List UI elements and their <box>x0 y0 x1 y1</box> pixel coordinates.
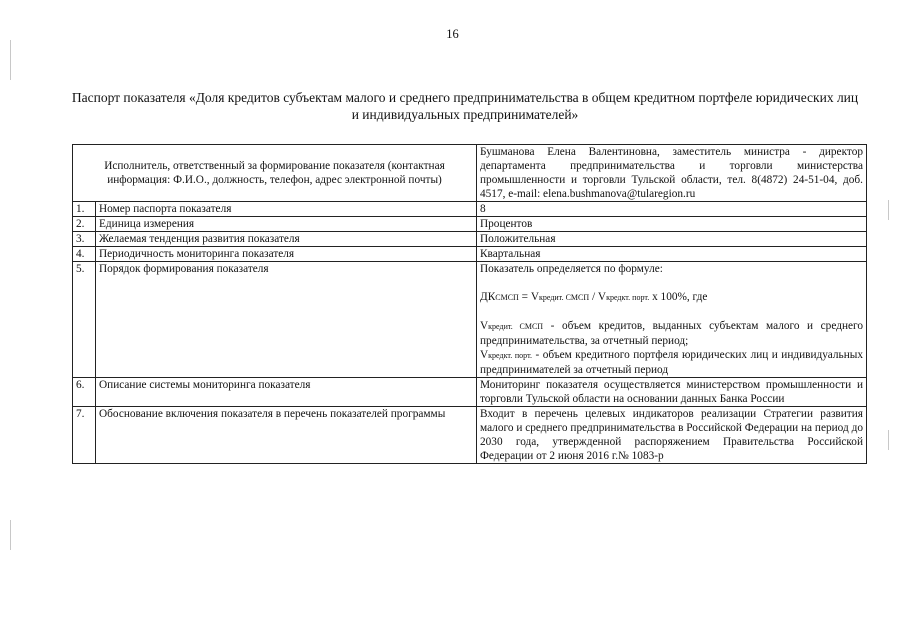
formula-definition-2: Vкредкт. порт. - объем кредитного портфеля юридических лиц и индивидуальных предпринимателей за отчетный период <box>480 349 863 376</box>
row-label: Периодичность мониторинга показателя <box>96 247 477 262</box>
formula-definition-1: Vкредит. СМСП - объем кредитов, выданных субъектам малого и среднего предпринимательства, за отчетный период; <box>480 320 864 347</box>
indicator-passport-table <box>72 144 867 464</box>
executor-row <box>73 145 867 202</box>
formula-row <box>73 262 867 378</box>
table-row <box>73 378 867 407</box>
executor-label: Исполнитель, ответственный за формирование показателя (контактная информация: Ф.И.О., должность, телефон, адрес электронной почты) <box>104 160 445 186</box>
row-value: Процентов <box>477 217 867 232</box>
row-label: Порядок формирования показателя <box>96 262 477 378</box>
table-row <box>73 407 867 464</box>
row-number: 7. <box>73 407 96 464</box>
row-value: Положительная <box>477 232 867 247</box>
executor-value: Бушманова Елена Валентиновна, заместитель министра - директор департамента предпринимательства и торговли министерства промышленности и торговли Тульской области, тел. 8(4872) 24-51-04, доб. 4517, e-mail: elena.bushmanova@tularegion.ru <box>477 145 867 202</box>
row-number: 4. <box>73 247 96 262</box>
row-value: Мониторинг показателя осуществляется министерством промышленности и торговли Тульской области на основании данных Банка России <box>477 378 867 407</box>
formula-cell <box>477 262 867 378</box>
table-row <box>73 202 867 217</box>
document-title: Паспорт показателя «Доля кредитов субъектам малого и среднего предпринимательства в общем кредитном портфеле юридических лиц и индивидуальных предпринимателей» <box>71 90 859 122</box>
row-value: 8 <box>477 202 867 217</box>
table-row <box>73 247 867 262</box>
row-number: 6. <box>73 378 96 407</box>
page-number: 16 <box>446 27 459 41</box>
row-value: Входит в перечень целевых индикаторов реализации Стратегии развития малого и среднего предпринимательства в Российской Федерации на период до 2030 года, утвержденной распоряжением Правительства Российской Федерации от 2 июня 2016 г.№ 1083-р <box>477 407 867 464</box>
row-label: Номер паспорта показателя <box>96 202 477 217</box>
row-label: Желаемая тенденция развития показателя <box>96 232 477 247</box>
formula: ДКСМСП = Vкредит. СМСП / Vкредкт. порт. x 100%, где <box>480 291 708 303</box>
row-number: 5. <box>73 262 96 378</box>
row-label: Описание системы мониторинга показателя <box>96 378 477 407</box>
row-number: 1. <box>73 202 96 217</box>
table-row <box>73 217 867 232</box>
formula-intro: Показатель определяется по формуле: <box>480 263 663 275</box>
row-label: Обоснование включения показателя в перечень показателей программы <box>96 407 477 464</box>
row-label: Единица измерения <box>96 217 477 232</box>
row-number: 2. <box>73 217 96 232</box>
row-value: Квартальная <box>477 247 867 262</box>
executor-label-cell <box>73 145 477 202</box>
row-number: 3. <box>73 232 96 247</box>
table-row <box>73 232 867 247</box>
